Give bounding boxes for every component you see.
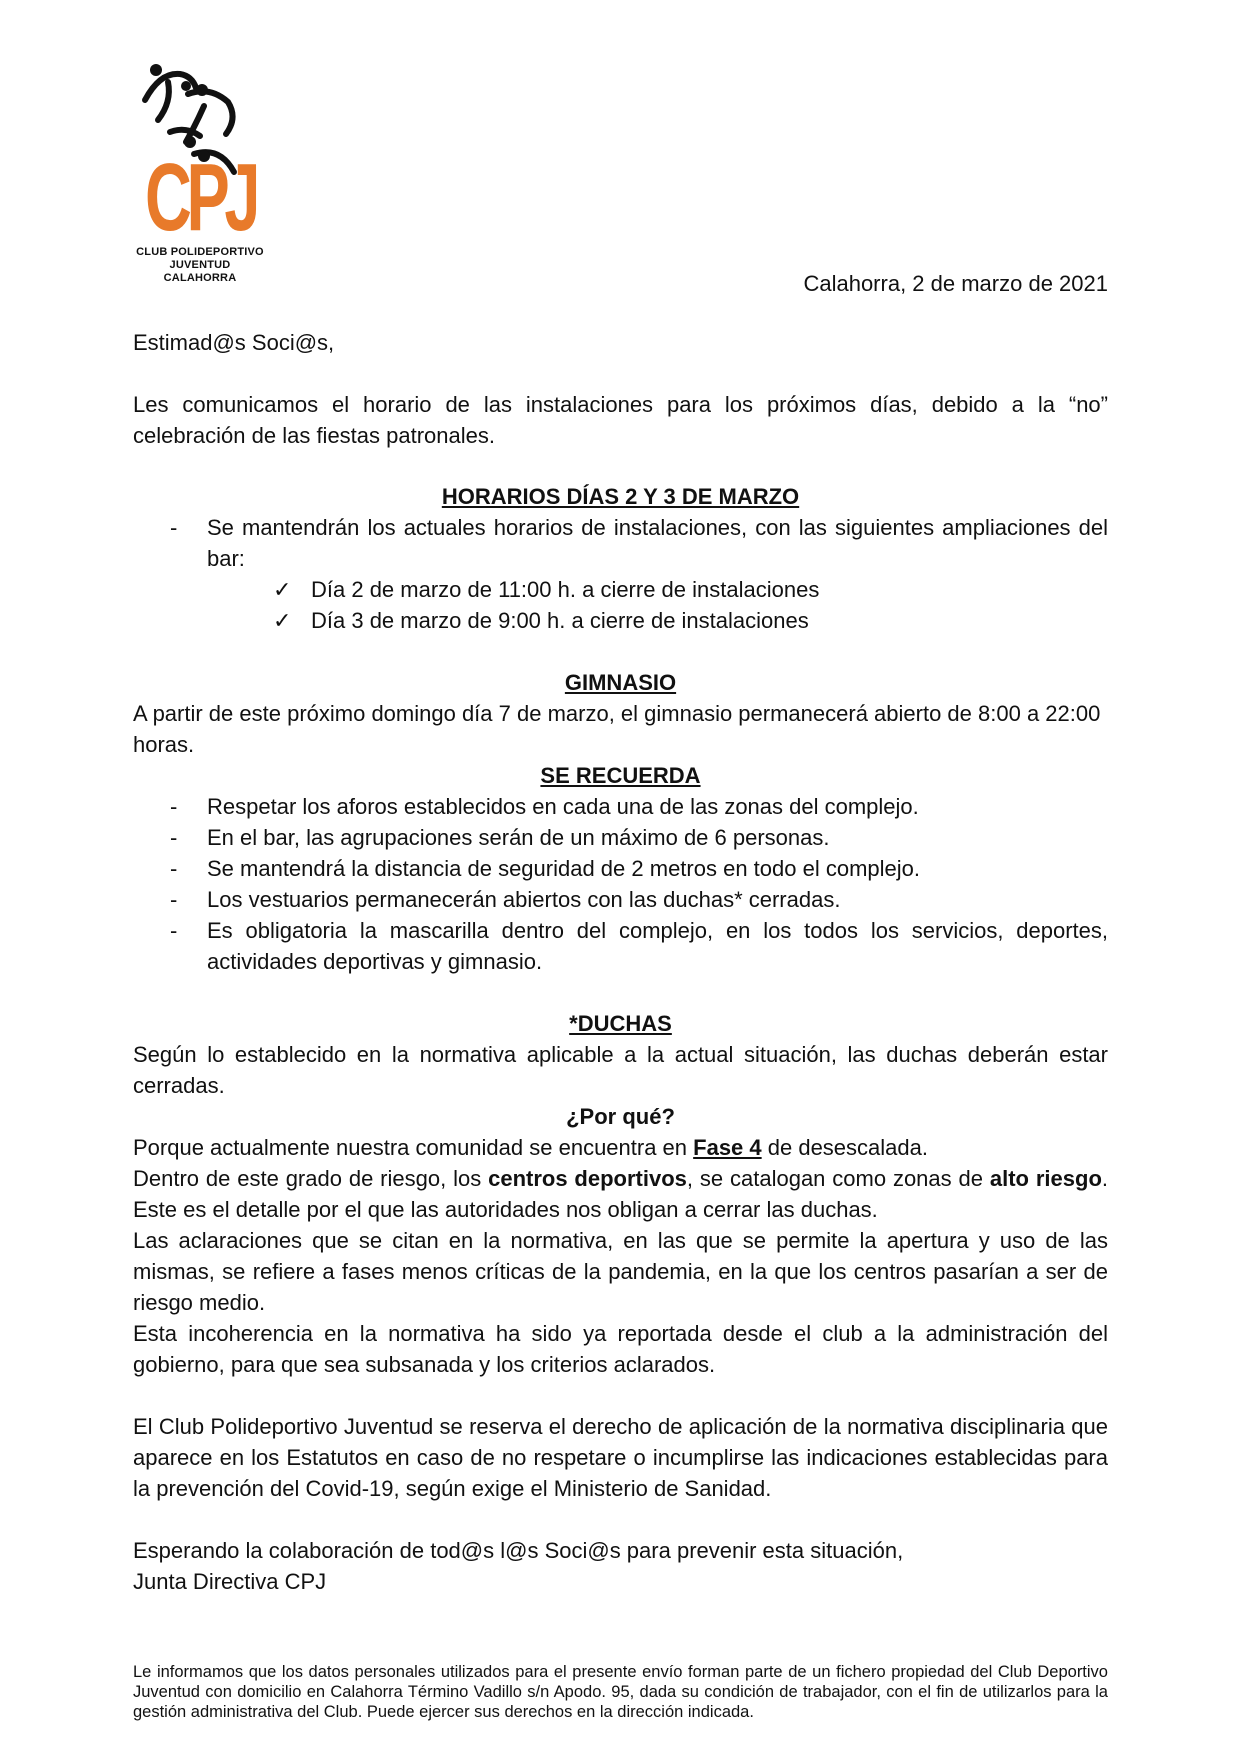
checkmark-icon: ✓ xyxy=(273,577,292,602)
por-que-heading: ¿Por qué? xyxy=(566,1104,675,1129)
recuerda-item: - En el bar, las agrupaciones serán de un máximo de 6 personas. xyxy=(170,825,830,850)
fase-paragraph: Porque actualmente nuestra comunidad se encuentra en Fase 4 de desescalada. xyxy=(133,1135,928,1160)
recuerda-item: - Los vestuarios permanecerán abiertos con las duchas* cerradas. xyxy=(170,887,841,912)
cpj-emblem-icon xyxy=(130,62,270,246)
alto-riesgo-highlight: alto riesgo xyxy=(989,1166,1102,1191)
club-name xyxy=(130,246,270,285)
duchas-heading: *DUCHAS xyxy=(569,1011,672,1036)
intro-paragraph: Les comunicamos el horario de las instalaciones para los próximos días, debido a la “no” celebración de las fiestas patronales. xyxy=(133,392,1108,448)
gimnasio-paragraph: A partir de este próximo domingo día 7 de marzo, el gimnasio permanecerá abierto de 8:00 a 22:00 horas. xyxy=(133,701,1101,757)
aclaraciones-paragraph: Las aclaraciones que se citan en la normativa, en las que se permite la apertura y uso de las mismas, se refiere a fases menos críticas de la pandemia, en la que los centros pasarían a ser de riesgo medio. xyxy=(133,1228,1108,1315)
centros-highlight: centros deportivos xyxy=(488,1166,687,1191)
club-logo xyxy=(130,62,270,292)
riesgo-paragraph: Dentro de este grado de riesgo, los centros deportivos, se catalogan como zonas de alto riesgo. Este es el detalle por el que las autoridades nos obligan a cerrar las duchas. xyxy=(133,1166,1109,1222)
fase-highlight: Fase 4 xyxy=(693,1135,762,1160)
signature: Junta Directiva CPJ xyxy=(133,1569,327,1594)
duchas-paragraph: Según lo establecido en la normativa aplicable a la actual situación, las duchas deberán estar cerradas. xyxy=(133,1042,1108,1098)
recuerda-item: - Se mantendrá la distancia de seguridad de 2 metros en todo el complejo. xyxy=(170,856,920,881)
club-name-line-3: CALAHORRA xyxy=(163,272,237,284)
recuerda-heading: SE RECUERDA xyxy=(540,763,701,788)
horarios-item: - Se mantendrán los actuales horarios de instalaciones, con las siguientes ampliaciones del bar: xyxy=(170,515,1108,571)
recuerda-item: - Respetar los aforos establecidos en cada una de las zonas del complejo. xyxy=(170,794,919,819)
greeting: Estimad@s Soci@s, xyxy=(133,330,335,355)
svg-text:CPJ: CPJ xyxy=(145,144,257,246)
incoherencia-paragraph: Esta incoherencia en la normativa ha sido ya reportada desde el club a la administración del gobierno, para que sea subsanada y los criterios aclarados. xyxy=(133,1321,1108,1377)
schedule-check-item: ✓ Día 2 de marzo de 11:00 h. a cierre de instalaciones xyxy=(273,574,819,605)
horarios-heading: HORARIOS DÍAS 2 Y 3 DE MARZO xyxy=(441,484,800,509)
farewell: Esperando la colaboración de tod@s l@s Soci@s para prevenir esta situación, xyxy=(133,1538,904,1563)
privacy-footer: Le informamos que los datos personales utilizados para el presente envío forman parte de un fichero propiedad del Club Deportivo Juventud con domicilio en Calahorra Término Vadillo s/n Apodo. 95, dada su condición de trabajador, con el fin de utilizarlos para la gestión administrativa del Club. Puede ejercer sus derechos en la dirección indicada. xyxy=(133,1663,1108,1721)
gimnasio-heading: GIMNASIO xyxy=(564,670,677,695)
recuerda-item: - Es obligatoria la mascarilla dentro del complejo, en los todos los servicios, deportes, actividades deportivas y gimnasio. xyxy=(170,918,1108,974)
club-name-line-2: JUVENTUD xyxy=(169,259,231,271)
closing-paragraph: El Club Polideportivo Juventud se reserva el derecho de aplicación de la normativa disciplinaria que aparece en los Estatutos en caso de no respetare o incumplirse las indicaciones establecidas para la prevención del Covid-19, según exige el Ministerio de Sanidad. xyxy=(133,1414,1108,1501)
club-name-line-1: CLUB POLIDEPORTIVO xyxy=(136,246,264,258)
schedule-check-item: ✓ Día 3 de marzo de 9:00 h. a cierre de instalaciones xyxy=(273,605,809,636)
checkmark-icon: ✓ xyxy=(273,608,292,633)
letter-date: Calahorra, 2 de marzo de 2021 xyxy=(803,271,1108,296)
